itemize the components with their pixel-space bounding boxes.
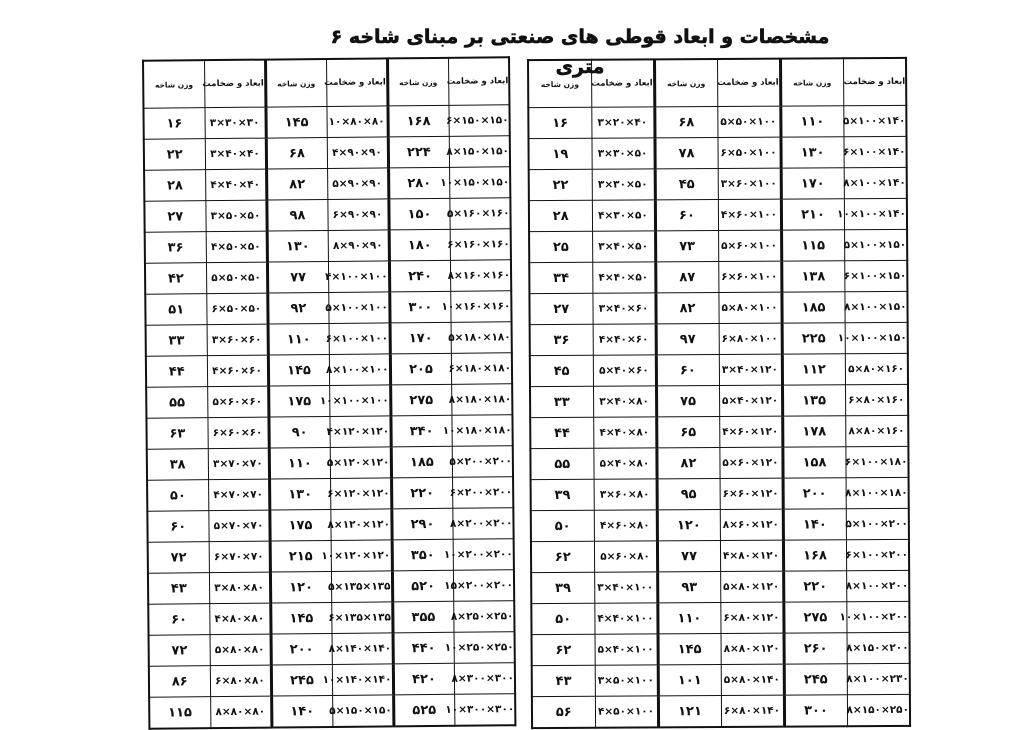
dimension-cell: ۲۰۰×۲۰۰×۵ <box>452 446 513 478</box>
dimension-cell: ۱۴۰×۱۰۰×۱۰ <box>844 198 907 229</box>
dimension-cell: ۱۶۰×۱۶۰×۱۰ <box>450 291 511 323</box>
dimension-cell: ۸۰×۸۰×۵ <box>210 634 271 666</box>
dimension-cell: ۱۲۰×۸۰×۴ <box>720 540 783 571</box>
dimension-cell: ۱۶۰×۸۰×۸ <box>845 415 908 446</box>
weight-cell: ۱۵۰ <box>388 198 449 230</box>
table-row <box>530 384 908 417</box>
table-row <box>530 446 908 479</box>
table-header-row <box>143 57 509 108</box>
dimension-cell: ۱۶۰×۱۶۰×۵ <box>449 198 510 230</box>
table-row <box>531 477 909 510</box>
dimension-cell: ۶۰×۶۰×۵ <box>207 386 268 418</box>
weight-cell: ۲۲ <box>144 139 205 171</box>
dimension-cell: ۱۴۰×۱۰۰×۶ <box>843 136 906 167</box>
table-row <box>530 415 908 448</box>
dimension-cell: ۲۰۰×۲۰۰×۱۵ <box>453 570 514 602</box>
weight-cell: ۷۲ <box>148 542 209 574</box>
dimension-cell: ۱۵۰×۱۵۰×۸ <box>449 136 510 168</box>
weight-cell: ۸۲ <box>656 447 719 478</box>
dimension-cell: ۱۲۰×۱۲۰×۵ <box>330 447 391 479</box>
weight-cell: ۱۳۰ <box>267 230 328 262</box>
dimension-cell: ۱۲۰×۴۰×۵ <box>719 385 782 416</box>
weight-cell: ۲۲۴ <box>388 136 449 168</box>
weight-cell: ۱۳۵ <box>782 385 845 416</box>
dimension-cell: ۱۰۰×۱۰۰×۴ <box>328 261 389 293</box>
weight-cell: ۹۲ <box>267 292 328 324</box>
weight-cell: ۱۴۰ <box>783 509 846 540</box>
weight-cell: ۳۶ <box>145 232 206 264</box>
weight-cell: ۹۷ <box>656 323 719 354</box>
weight-cell: ۱۶ <box>528 107 591 138</box>
table-row <box>148 539 514 574</box>
header-dims: ابعاد و ضخامت <box>591 59 654 107</box>
dimension-cell: ۱۴۰×۸۰×۶ <box>721 695 784 727</box>
weight-cell: ۱۷۵ <box>268 385 329 417</box>
dimension-cell: ۶۰×۴۰×۴ <box>593 324 656 355</box>
weight-cell: ۷۷ <box>657 540 720 571</box>
table-row <box>144 198 510 233</box>
dimension-cell: ۲۰۰×۱۰۰×۱۰ <box>846 601 909 632</box>
table-row <box>145 291 511 326</box>
weight-cell: ۳۳ <box>530 386 593 417</box>
weight-cell: ۱۷۰ <box>390 322 451 354</box>
weight-cell: ۲۲۰ <box>783 571 846 602</box>
weight-cell: ۹۸ <box>266 199 327 231</box>
dimension-cell: ۷۰×۷۰×۴ <box>208 479 269 511</box>
header-weight: وزن شاخه <box>780 58 843 106</box>
dimension-cell: ۱۲۰×۱۲۰×۱۰ <box>331 540 392 572</box>
dimension-cell: ۱۲۰×۱۲۰×۶ <box>330 478 391 510</box>
dimension-cell: ۱۵۰×۱۰۰×۸ <box>844 291 907 322</box>
dimension-cell: ۱۵۰×۱۵۰×۵ <box>332 695 393 727</box>
dimension-cell: ۵۰×۴۰×۴ <box>592 262 655 293</box>
dimension-cell: ۵۰×۴۰×۳ <box>592 231 655 262</box>
dimension-cell: ۵۰×۳۰×۳ <box>592 169 655 200</box>
header-weight: وزن شاخه <box>387 58 448 106</box>
header-weight: وزن شاخه <box>654 59 717 107</box>
dimension-cell: ۱۶۰×۱۶۰×۶ <box>450 229 511 261</box>
weight-cell: ۷۷ <box>267 261 328 293</box>
dimension-cell: ۸۰×۶۰×۴ <box>594 510 657 541</box>
weight-cell: ۱۱۰ <box>268 323 329 355</box>
weight-cell: ۲۰۵ <box>390 353 451 385</box>
dimension-cell: ۱۶۰×۸۰×۶ <box>845 384 908 415</box>
table-group-left <box>142 56 516 721</box>
table-row <box>529 291 907 324</box>
weight-cell: ۸۲ <box>655 292 718 323</box>
dimension-cell: ۱۵۰×۱۵۰×۶ <box>448 105 509 137</box>
table-row <box>149 632 515 667</box>
weight-cell: ۲۷ <box>529 293 592 324</box>
dimension-cell: ۱۸۰×۱۸۰×۵ <box>451 322 512 354</box>
weight-cell: ۱۶۸ <box>783 540 846 571</box>
table-row <box>148 570 514 605</box>
weight-cell: ۱۵۸ <box>782 447 845 478</box>
dimension-cell: ۱۸۰×۱۸۰×۸ <box>451 384 512 416</box>
weight-cell: ۵۲۵ <box>393 694 454 726</box>
weight-cell: ۱۸۰ <box>389 229 450 261</box>
dimension-cell: ۲۰۰×۲۰۰×۱۰ <box>453 539 514 571</box>
weight-cell: ۱۸۵ <box>781 292 844 323</box>
header-dims: ابعاد و ضخامت <box>204 60 265 108</box>
weight-cell: ۱۱۰ <box>269 447 330 479</box>
table-row <box>529 229 907 262</box>
weight-cell: ۱۱۰ <box>780 106 843 137</box>
weight-cell: ۸۷ <box>655 261 718 292</box>
dimension-cell: ۵۰×۵۰×۳ <box>205 200 266 232</box>
dimension-cell: ۱۸۰×۱۰۰×۸ <box>846 477 909 508</box>
weight-cell: ۲۴۵ <box>271 664 332 696</box>
dimension-cell: ۳۰×۳۰×۳ <box>204 107 265 139</box>
header-weight: وزن شاخه <box>143 60 204 108</box>
weight-cell: ۲۸۰ <box>388 167 449 199</box>
table-row <box>149 694 515 729</box>
dimension-cell: ۹۰×۹۰×۴ <box>327 137 388 169</box>
weight-cell: ۷۸ <box>654 137 717 168</box>
header-weight: وزن شاخه <box>265 59 326 107</box>
weight-cell: ۳۴۰ <box>390 415 451 447</box>
dimension-cell: ۱۵۰×۱۵۰×۱۰ <box>449 167 510 199</box>
dimension-cell: ۷۰×۷۰×۵ <box>208 510 269 542</box>
weight-cell: ۴۵ <box>530 355 593 386</box>
dimension-cell: ۱۰۰×۵۰×۳ <box>595 665 658 696</box>
dimension-cell: ۱۰۰×۱۰۰×۱۰ <box>329 385 390 417</box>
dimension-cell: ۱۴۰×۱۰۰×۵ <box>843 105 906 136</box>
weight-cell: ۱۴۵ <box>270 602 331 634</box>
dimension-cell: ۸۰×۴۰×۵ <box>593 448 656 479</box>
table-row <box>146 353 512 388</box>
weight-cell: ۱۹ <box>528 138 591 169</box>
weight-cell: ۳۵۵ <box>392 601 453 633</box>
weight-cell: ۴۵ <box>655 168 718 199</box>
table-row <box>528 105 906 138</box>
dimension-cell: ۸۰×۸۰×۶ <box>210 665 271 697</box>
weight-cell: ۱۷۸ <box>782 416 845 447</box>
weight-cell: ۱۱۵ <box>149 697 210 729</box>
weight-cell: ۱۴۵ <box>265 106 326 138</box>
weight-cell: ۲۱۵ <box>270 540 331 572</box>
weight-cell: ۳۰۰ <box>784 695 847 727</box>
table-row <box>145 260 511 295</box>
table-row <box>148 601 514 636</box>
weight-cell: ۳۳ <box>146 325 207 357</box>
dimension-cell: ۱۵۰×۱۰۰×۶ <box>844 260 907 291</box>
dimension-cell: ۲۵۰×۲۵۰×۱۰ <box>454 632 515 664</box>
dimension-cell: ۵۰×۵۰×۴ <box>206 231 267 263</box>
weight-cell: ۱۲۰ <box>657 509 720 540</box>
dimension-cell: ۱۰۰×۸۰×۵ <box>718 292 781 323</box>
dimension-cell: ۱۴۰×۱۰۰×۸ <box>844 167 907 198</box>
weight-cell: ۳۹ <box>531 572 594 603</box>
table-row <box>145 229 511 264</box>
weight-cell: ۶۳ <box>146 418 207 450</box>
dimension-cell: ۲۰۰×۱۰۰×۵ <box>846 508 909 539</box>
weight-cell: ۱۷۰ <box>781 168 844 199</box>
weight-cell: ۱۱۰ <box>657 602 720 633</box>
weight-cell: ۱۸۵ <box>391 446 452 478</box>
table-row <box>531 508 909 541</box>
weight-cell: ۴۲۰ <box>393 663 454 695</box>
dimension-cell: ۱۵۰×۱۰۰×۱۰ <box>845 322 908 353</box>
weight-cell: ۵۰ <box>147 480 208 512</box>
weight-cell: ۲۷۵ <box>390 384 451 416</box>
dimension-cell: ۲۰۰×۱۰۰×۸ <box>846 570 909 601</box>
dimension-cell: ۱۰۰×۵۰×۶ <box>717 137 780 168</box>
weight-cell: ۲۷۵ <box>783 602 846 633</box>
dimension-cell: ۱۴۰×۱۴۰×۸ <box>332 633 393 665</box>
weight-cell: ۳۶ <box>530 324 593 355</box>
weight-cell: ۶۸ <box>266 137 327 169</box>
weight-cell: ۳۸ <box>147 449 208 481</box>
weight-cell: ۲۱۰ <box>781 199 844 230</box>
dimension-cell: ۱۰۰×۴۰×۵ <box>595 634 658 665</box>
dimension-cell: ۵۰×۳۰×۳ <box>591 138 654 169</box>
table-row <box>147 446 513 481</box>
dimension-cell: ۶۰×۶۰×۴ <box>207 355 268 387</box>
dimension-cell: ۱۲۰×۸۰×۸ <box>721 633 784 664</box>
dimension-cell: ۳۰۰×۳۰۰×۸ <box>454 663 515 695</box>
dimension-cell: ۱۶۰×۸۰×۵ <box>845 353 908 384</box>
weight-cell: ۱۶ <box>143 108 204 140</box>
dimension-cell: ۱۵۰×۱۰۰×۵ <box>844 229 907 260</box>
dimension-cell: ۵۰×۵۰×۶ <box>206 293 267 325</box>
weight-cell: ۵۶ <box>532 696 595 728</box>
weight-cell: ۶۵ <box>656 416 719 447</box>
weight-cell: ۴۳ <box>532 665 595 696</box>
dimension-cell: ۱۰۰×۵۰×۵ <box>717 106 780 137</box>
dimension-cell: ۱۰۰×۶۰×۵ <box>718 230 781 261</box>
weight-cell: ۱۷۵ <box>269 509 330 541</box>
weight-cell: ۶۰ <box>655 199 718 230</box>
document-title: مشخصات و ابعاد قوطی های صنعتی بر مبنای شاخه ۶ متری <box>330 26 830 78</box>
table-row <box>146 322 512 357</box>
header-dims: ابعاد و ضخامت <box>717 59 780 107</box>
weight-cell: ۷۲ <box>149 635 210 667</box>
dimension-cell: ۱۲۰×۶۰×۶ <box>720 478 783 509</box>
weight-cell: ۶۰ <box>147 511 208 543</box>
weight-cell: ۱۳۸ <box>781 261 844 292</box>
weight-cell: ۱۱۲ <box>782 354 845 385</box>
weight-cell: ۵۰ <box>531 603 594 634</box>
dimension-cell: ۸۰×۸۰×۳ <box>209 572 270 604</box>
dimension-cell: ۱۰۰×۶۰×۴ <box>718 199 781 230</box>
dimension-cell: ۱۲۰×۶۰×۵ <box>719 447 782 478</box>
weight-cell: ۲۵ <box>529 231 592 262</box>
dimension-cell: ۱۳۵×۱۳۵×۵ <box>331 571 392 603</box>
header-dims: ابعاد و ضخامت <box>843 58 906 106</box>
table-header-row <box>528 58 906 108</box>
dimension-cell: ۶۰×۴۰×۵ <box>593 355 656 386</box>
table-row <box>146 384 512 419</box>
dimension-cell: ۱۰۰×۶۰×۶ <box>718 261 781 292</box>
weight-cell: ۱۴۰ <box>271 695 332 727</box>
weight-cell: ۷۵ <box>656 385 719 416</box>
weight-cell: ۳۵۰ <box>392 539 453 571</box>
weight-cell: ۶۲ <box>532 634 595 665</box>
weight-cell: ۴۴ <box>530 417 593 448</box>
dimension-cell: ۲۰۰×۲۰۰×۶ <box>452 477 513 509</box>
header-dims: ابعاد و ضخامت <box>326 58 387 106</box>
table-row <box>147 477 513 512</box>
weight-cell: ۳۴ <box>529 262 592 293</box>
table-group-right <box>527 57 911 720</box>
weight-cell: ۲۲۵ <box>782 323 845 354</box>
dimension-cell: ۱۴۰×۸۰×۵ <box>721 664 784 695</box>
weight-cell: ۲۰۰ <box>271 633 332 665</box>
weight-cell: ۹۳ <box>657 571 720 602</box>
dimension-cell: ۲۰۰×۲۰۰×۸ <box>452 508 513 540</box>
table-row <box>531 601 909 634</box>
dimension-cell: ۱۲۰×۸۰×۶ <box>720 602 783 633</box>
dimension-cell: ۸۰×۴۰×۳ <box>593 386 656 417</box>
spec-table-right <box>527 57 911 729</box>
weight-cell: ۵۱ <box>145 294 206 326</box>
weight-cell: ۶۲ <box>531 541 594 572</box>
weight-cell: ۹۵ <box>657 478 720 509</box>
weight-cell: ۵۵ <box>146 387 207 419</box>
dimension-cell: ۹۰×۹۰×۶ <box>327 199 388 231</box>
dimension-cell: ۸۰×۶۰×۳ <box>594 479 657 510</box>
weight-cell: ۳۹ <box>531 479 594 510</box>
dimension-cell: ۱۳۵×۱۳۵×۶ <box>331 602 392 634</box>
table-row <box>532 694 910 728</box>
table-row <box>531 570 909 603</box>
spec-table-left <box>142 56 516 730</box>
table-row <box>532 632 910 665</box>
weight-cell: ۱۴۵ <box>658 633 721 664</box>
weight-cell: ۲۲۰ <box>391 477 452 509</box>
dimension-cell: ۶۰×۶۰×۶ <box>207 417 268 449</box>
table-row <box>531 539 909 572</box>
dimension-cell: ۳۰۰×۳۰۰×۱۰ <box>454 694 515 726</box>
weight-cell: ۶۸ <box>654 106 717 137</box>
dimension-cell: ۱۰۰×۸۰×۶ <box>719 323 782 354</box>
table-row <box>532 663 910 696</box>
weight-cell: ۲۴۵ <box>784 664 847 695</box>
weight-cell: ۲۷ <box>144 201 205 233</box>
weight-cell: ۴۲ <box>145 263 206 295</box>
dimension-cell: ۲۵۰×۱۵۰×۸ <box>847 694 910 726</box>
dimension-cell: ۴۰×۲۰×۳ <box>591 107 654 138</box>
header-weight: وزن شاخه <box>528 60 591 108</box>
weight-cell: ۲۸ <box>144 170 205 202</box>
dimension-cell: ۹۰×۹۰×۵ <box>327 168 388 200</box>
dimension-cell: ۴۰×۴۰×۴ <box>205 169 266 201</box>
dimension-cell: ۸۰×۸۰×۱۰ <box>326 106 387 138</box>
table-row <box>529 167 907 200</box>
dimension-cell: ۲۵۰×۲۵۰×۸ <box>453 601 514 633</box>
weight-cell: ۹۰ <box>268 416 329 448</box>
dimension-cell: ۲۰۰×۱۰۰×۶ <box>846 539 909 570</box>
weight-cell: ۵۰ <box>531 510 594 541</box>
weight-cell: ۱۳۰ <box>780 137 843 168</box>
dimension-cell: ۸۰×۸۰×۴ <box>209 603 270 635</box>
dimension-cell: ۱۸۰×۱۰۰×۶ <box>845 446 908 477</box>
weight-cell: ۴۴۰ <box>393 632 454 664</box>
weight-cell: ۲۲ <box>529 169 592 200</box>
dimension-cell: ۸۰×۶۰×۵ <box>594 541 657 572</box>
weight-cell: ۲۶۰ <box>784 633 847 664</box>
weight-cell: ۱۲۰ <box>270 571 331 603</box>
dimension-cell: ۱۴۰×۱۴۰×۱۰ <box>332 664 393 696</box>
dimension-cell: ۹۰×۹۰×۸ <box>328 230 389 262</box>
weight-cell: ۶۰ <box>656 354 719 385</box>
weight-cell: ۶۰ <box>148 604 209 636</box>
dimension-cell: ۱۲۰×۱۲۰×۴ <box>329 416 390 448</box>
weight-cell: ۱۰۱ <box>658 664 721 695</box>
table-row <box>530 322 908 355</box>
weight-cell: ۱۳۰ <box>269 478 330 510</box>
weight-cell: ۸۶ <box>149 666 210 698</box>
dimension-cell: ۱۲۰×۱۲۰×۸ <box>330 509 391 541</box>
table-row <box>529 198 907 231</box>
weight-cell: ۲۴۰ <box>389 260 450 292</box>
weight-cell: ۱۴۵ <box>268 354 329 386</box>
dimension-cell: ۲۳۰×۱۰۰×۸ <box>847 663 910 694</box>
dimension-cell: ۱۲۰×۸۰×۵ <box>720 571 783 602</box>
weight-cell: ۴۴ <box>146 356 207 388</box>
weight-cell: ۲۰۰ <box>783 478 846 509</box>
weight-cell: ۱۲۱ <box>658 695 721 727</box>
dimension-cell: ۵۰×۵۰×۵ <box>206 262 267 294</box>
weight-cell: ۷۳ <box>655 230 718 261</box>
dimension-cell: ۷۰×۷۰×۶ <box>209 541 270 573</box>
dimension-cell: ۱۰۰×۴۰×۴ <box>594 603 657 634</box>
table-row <box>529 260 907 293</box>
weight-cell: ۸۲ <box>266 168 327 200</box>
dimension-cell: ۱۸۰×۱۸۰×۱۰ <box>451 415 512 447</box>
dimension-cell: ۱۲۰×۴۰×۳ <box>719 354 782 385</box>
dimension-cell: ۶۰×۶۰×۳ <box>207 324 268 356</box>
table-row <box>528 136 906 169</box>
weight-cell: ۴۳ <box>148 573 209 605</box>
weight-cell: ۱۶۸ <box>387 105 448 137</box>
table-row <box>144 136 510 171</box>
dimension-cell: ۴۰×۴۰×۳ <box>205 138 266 170</box>
dimension-cell: ۱۰۰×۱۰۰×۵ <box>328 292 389 324</box>
dimension-cell: ۱۰۰×۴۰×۳ <box>594 572 657 603</box>
dimension-cell: ۱۰۰×۱۰۰×۸ <box>329 354 390 386</box>
dimension-cell: ۱۲۰×۶۰×۴ <box>719 416 782 447</box>
dimension-cell: ۶۰×۴۰×۳ <box>592 293 655 324</box>
weight-cell: ۱۱۵ <box>781 230 844 261</box>
header-dims: ابعاد و ضخامت <box>448 57 509 105</box>
dimension-cell: ۸۰×۴۰×۴ <box>593 417 656 448</box>
weight-cell: ۵۲۰ <box>392 570 453 602</box>
dimension-cell: ۱۶۰×۱۶۰×۸ <box>450 260 511 292</box>
table-row <box>530 353 908 386</box>
dimension-cell: ۱۰۰×۵۰×۴ <box>595 696 658 728</box>
table-row <box>149 663 515 698</box>
table-row <box>147 508 513 543</box>
table-row <box>143 105 509 140</box>
dimension-cell: ۸۰×۸۰×۸ <box>210 696 271 728</box>
dimension-cell: ۱۰۰×۱۰۰×۶ <box>329 323 390 355</box>
dimension-cell: ۱۸۰×۱۸۰×۶ <box>451 353 512 385</box>
weight-cell: ۲۸ <box>529 200 592 231</box>
dimension-cell: ۱۰۰×۶۰×۳ <box>718 168 781 199</box>
dimension-cell: ۷۰×۷۰×۳ <box>208 448 269 480</box>
weight-cell: ۳۰۰ <box>389 291 450 323</box>
dimension-cell: ۵۰×۳۰×۴ <box>592 200 655 231</box>
dimension-cell: ۱۲۰×۶۰×۸ <box>720 509 783 540</box>
weight-cell: ۲۹۰ <box>391 508 452 540</box>
dimension-cell: ۲۰۰×۱۵۰×۸ <box>847 632 910 663</box>
weight-cell: ۵۵ <box>530 448 593 479</box>
table-row <box>146 415 512 450</box>
table-row <box>144 167 510 202</box>
